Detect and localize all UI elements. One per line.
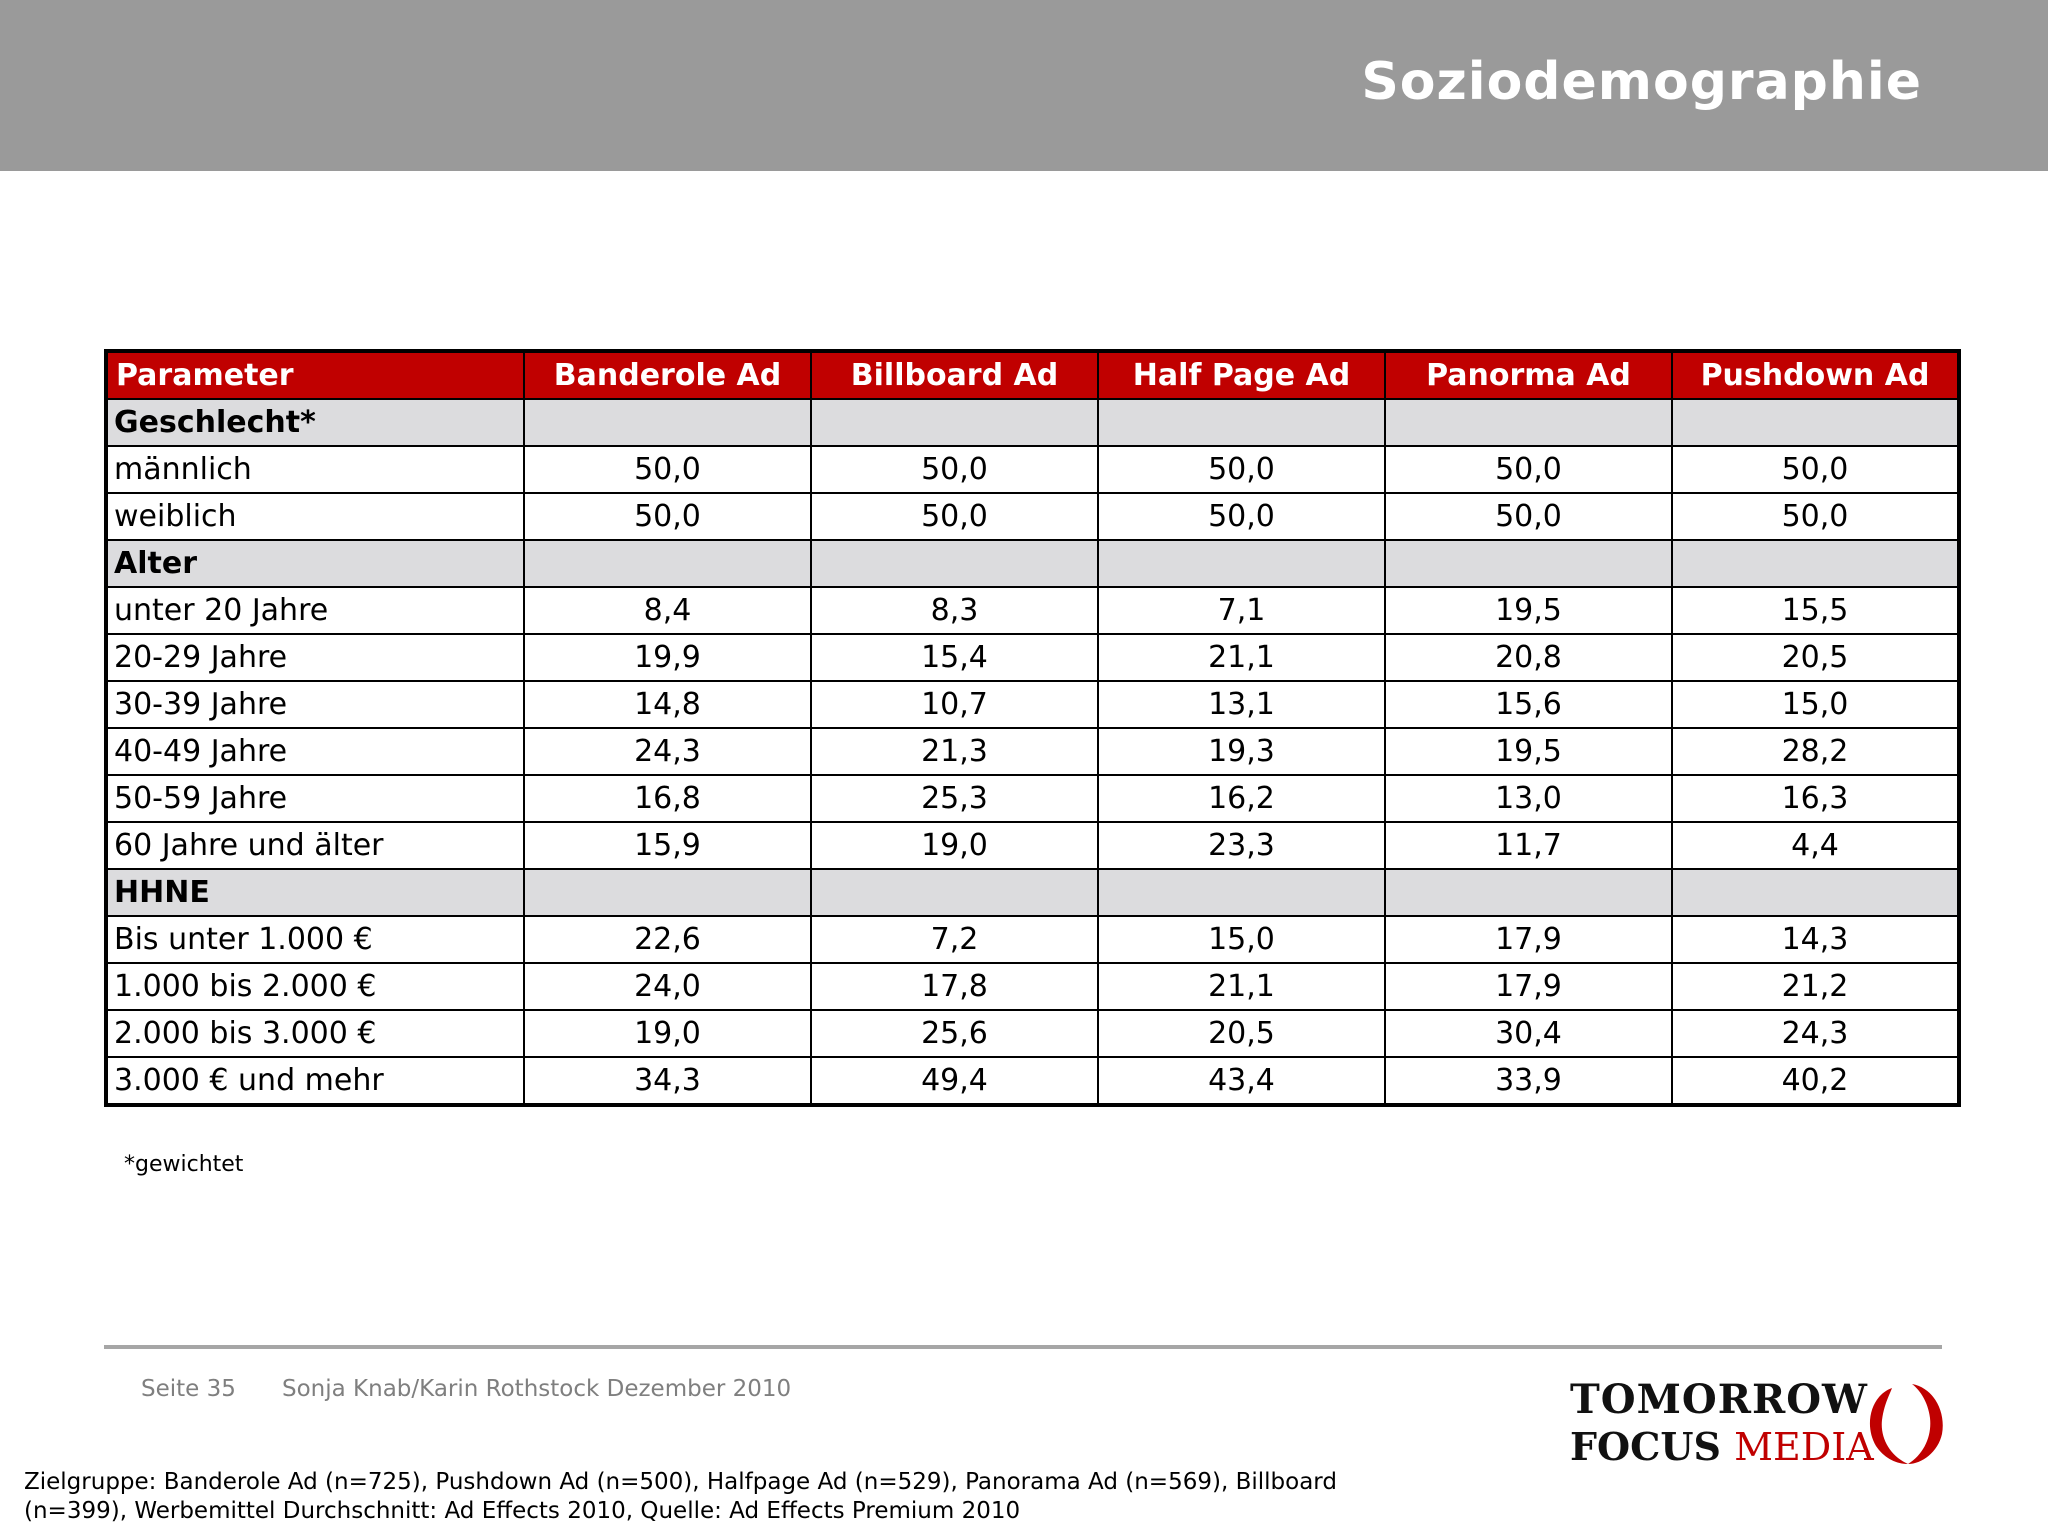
value-cell: 17,8: [811, 963, 1098, 1010]
value-cell: 33,9: [1385, 1057, 1672, 1105]
value-cell: 20,5: [1672, 634, 1959, 681]
section-label: HHNE: [106, 869, 524, 916]
column-header-panorma-ad: Panorma Ad: [1385, 351, 1672, 399]
value-cell: 4,4: [1672, 822, 1959, 869]
section-row: [106, 869, 1959, 916]
value-cell: 13,0: [1385, 775, 1672, 822]
value-cell: 50,0: [524, 446, 811, 493]
value-cell: 22,6: [524, 916, 811, 963]
value-cell: 40,2: [1672, 1057, 1959, 1105]
value-cell: 50,0: [1672, 446, 1959, 493]
table-row: [106, 916, 1959, 963]
section-empty-cell: [811, 869, 1098, 916]
value-cell: 25,3: [811, 775, 1098, 822]
table-row: [106, 634, 1959, 681]
value-cell: 15,4: [811, 634, 1098, 681]
table-row: [106, 728, 1959, 775]
section-empty-cell: [524, 540, 811, 587]
row-label: 1.000 bis 2.000 €: [106, 963, 524, 1010]
section-label: Geschlecht*: [106, 399, 524, 446]
value-cell: 50,0: [1672, 493, 1959, 540]
value-cell: 19,0: [811, 822, 1098, 869]
value-cell: 21,1: [1098, 963, 1385, 1010]
value-cell: 7,1: [1098, 587, 1385, 634]
table-row: [106, 775, 1959, 822]
section-empty-cell: [1672, 540, 1959, 587]
section-empty-cell: [811, 540, 1098, 587]
column-header-billboard-ad: Billboard Ad: [811, 351, 1098, 399]
row-label: 40-49 Jahre: [106, 728, 524, 775]
table-row: [106, 681, 1959, 728]
value-cell: 15,9: [524, 822, 811, 869]
footer-divider: [104, 1345, 1942, 1349]
value-cell: 24,3: [1672, 1010, 1959, 1057]
value-cell: 50,0: [811, 493, 1098, 540]
section-empty-cell: [1098, 540, 1385, 587]
value-cell: 23,3: [1098, 822, 1385, 869]
logo-swirl-icon: [1862, 1378, 1948, 1468]
section-empty-cell: [1098, 399, 1385, 446]
section-empty-cell: [1385, 540, 1672, 587]
value-cell: 21,2: [1672, 963, 1959, 1010]
value-cell: 43,4: [1098, 1057, 1385, 1105]
value-cell: 15,5: [1672, 587, 1959, 634]
section-empty-cell: [524, 399, 811, 446]
page-number: Seite 35: [141, 1376, 236, 1402]
page-title: Soziodemographie: [1361, 52, 1922, 112]
table-body: [106, 399, 1959, 1105]
row-label: 50-59 Jahre: [106, 775, 524, 822]
row-label: Bis unter 1.000 €: [106, 916, 524, 963]
section-empty-cell: [1672, 869, 1959, 916]
section-empty-cell: [1672, 399, 1959, 446]
table-row: [106, 493, 1959, 540]
value-cell: 50,0: [1098, 493, 1385, 540]
value-cell: 19,0: [524, 1010, 811, 1057]
section-empty-cell: [1098, 869, 1385, 916]
logo-line-2: [1570, 1424, 1874, 1469]
table-row: [106, 1057, 1959, 1105]
value-cell: 19,5: [1385, 728, 1672, 775]
section-empty-cell: [811, 399, 1098, 446]
table-row: [106, 446, 1959, 493]
value-cell: 7,2: [811, 916, 1098, 963]
value-cell: 19,5: [1385, 587, 1672, 634]
tomorrow-focus-media-logo: [1566, 1376, 1946, 1476]
footnote: *gewichtet: [124, 1152, 244, 1177]
value-cell: 21,3: [811, 728, 1098, 775]
value-cell: 24,0: [524, 963, 811, 1010]
table-header-row: [106, 351, 1959, 399]
value-cell: 50,0: [1385, 446, 1672, 493]
value-cell: 17,9: [1385, 963, 1672, 1010]
section-label: Alter: [106, 540, 524, 587]
value-cell: 20,5: [1098, 1010, 1385, 1057]
table-row: [106, 1010, 1959, 1057]
section-row: [106, 540, 1959, 587]
section-row: [106, 399, 1959, 446]
value-cell: 15,0: [1098, 916, 1385, 963]
row-label: 60 Jahre und älter: [106, 822, 524, 869]
column-header-banderole-ad: Banderole Ad: [524, 351, 811, 399]
logo-focus: FOCUS: [1570, 1424, 1721, 1469]
value-cell: 20,8: [1385, 634, 1672, 681]
value-cell: 11,7: [1385, 822, 1672, 869]
value-cell: 19,9: [524, 634, 811, 681]
section-empty-cell: [1385, 399, 1672, 446]
value-cell: 15,6: [1385, 681, 1672, 728]
value-cell: 50,0: [524, 493, 811, 540]
value-cell: 50,0: [811, 446, 1098, 493]
value-cell: 16,3: [1672, 775, 1959, 822]
value-cell: 49,4: [811, 1057, 1098, 1105]
value-cell: 13,1: [1098, 681, 1385, 728]
value-cell: 14,3: [1672, 916, 1959, 963]
value-cell: 50,0: [1098, 446, 1385, 493]
row-label: männlich: [106, 446, 524, 493]
value-cell: 50,0: [1385, 493, 1672, 540]
column-header-half-page-ad: Half Page Ad: [1098, 351, 1385, 399]
value-cell: 34,3: [524, 1057, 811, 1105]
value-cell: 21,1: [1098, 634, 1385, 681]
table-row: [106, 587, 1959, 634]
source-note: Zielgruppe: Banderole Ad (n=725), Pushdown Ad (n=500), Halfpage Ad (n=529), Panorama Ad (n=569), Billboard (n=399), Werbemittel Durchschnitt: Ad Effects 2010, Quelle: Ad Effects Premium 2010: [24, 1469, 1337, 1524]
row-label: 20-29 Jahre: [106, 634, 524, 681]
value-cell: 16,2: [1098, 775, 1385, 822]
table-row: [106, 963, 1959, 1010]
value-cell: 10,7: [811, 681, 1098, 728]
value-cell: 17,9: [1385, 916, 1672, 963]
value-cell: 30,4: [1385, 1010, 1672, 1057]
column-header-parameter: Parameter: [106, 351, 524, 399]
row-label: unter 20 Jahre: [106, 587, 524, 634]
value-cell: 14,8: [524, 681, 811, 728]
row-label: 3.000 € und mehr: [106, 1057, 524, 1105]
value-cell: 8,3: [811, 587, 1098, 634]
value-cell: 28,2: [1672, 728, 1959, 775]
row-label: 2.000 bis 3.000 €: [106, 1010, 524, 1057]
logo-line-1: TOMORROW: [1570, 1376, 1868, 1423]
value-cell: 16,8: [524, 775, 811, 822]
value-cell: 25,6: [811, 1010, 1098, 1057]
logo-media: MEDIA: [1734, 1425, 1874, 1469]
value-cell: 19,3: [1098, 728, 1385, 775]
section-empty-cell: [1385, 869, 1672, 916]
row-label: weiblich: [106, 493, 524, 540]
value-cell: 24,3: [524, 728, 811, 775]
row-label: 30-39 Jahre: [106, 681, 524, 728]
value-cell: 15,0: [1672, 681, 1959, 728]
sociodemographic-table: [104, 349, 1961, 1107]
authors-date: Sonja Knab/Karin Rothstock Dezember 2010: [282, 1376, 792, 1402]
value-cell: 8,4: [524, 587, 811, 634]
column-header-pushdown-ad: Pushdown Ad: [1672, 351, 1959, 399]
section-empty-cell: [524, 869, 811, 916]
table-row: [106, 822, 1959, 869]
